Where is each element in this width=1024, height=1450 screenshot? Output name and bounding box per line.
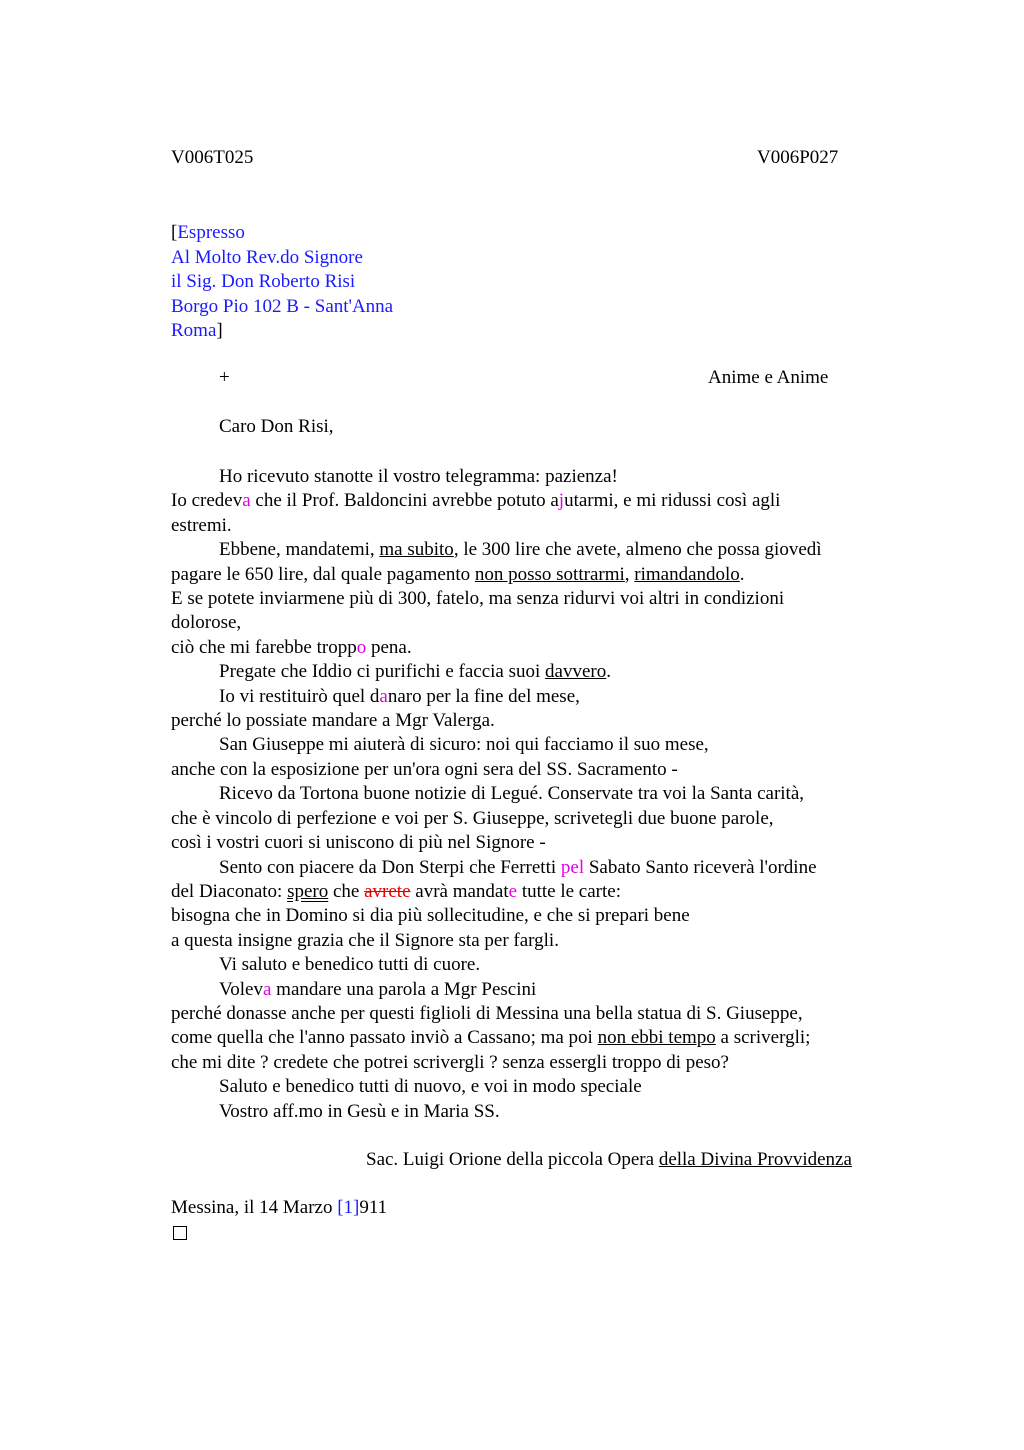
body-line: dolorose, [171,612,242,634]
underlined-text: della Divina Provvidenza [658,1149,852,1170]
salutation: Caro Don Risi, [219,416,334,437]
address-line: Al Molto Rev.do Signore [171,246,363,268]
correction: a [379,685,388,707]
body-line: Ricevo da Tortona buone notizie di Legué. Conservate tra voi la Santa carità, [219,783,805,805]
motto: Anime e Anime [708,367,829,388]
body-line: Voleva mandare una parola a Mgr Pescini [219,978,537,1000]
body-line: del Diaconato: spero che avrete avrà mandate tutte le carte: [171,880,621,902]
double-underlined-text: spero [287,880,329,902]
address-open-bracket: [ [171,222,178,243]
body-line: pagare le 650 lire, dal quale pagamento non posso sottrarmi, rimandandolo. [171,563,745,585]
address-line: il Sig. Don Roberto Risi [171,271,356,292]
body-line: che è vincolo di perfezione e voi per S. Giuseppe, scrivetegli due buone parole, [171,807,774,829]
correction: a [242,490,251,512]
address-line: Roma [171,320,217,341]
body-line: bisogna che in Domino si dia più sollecitudine, e che si prepari bene [171,905,690,927]
correction: e [508,880,518,902]
correction: pel [560,856,585,878]
body-line: ciò che mi farebbe troppo pena. [171,636,412,658]
address-line: Borgo Pio 102 B - Sant'Anna [171,295,394,317]
body-line: Ebbene, mandatemi, ma subito, le 300 lire che avete, almeno che possa giovedì [219,539,822,561]
body-line: Pregate che Iddio ci purifichi e faccia suoi davvero. [219,661,611,683]
cross-symbol: + [219,367,230,388]
underlined-text: davvero [545,661,607,683]
underlined-text: non posso sottrarmi [474,563,625,585]
letter-body [171,465,891,1124]
body-line: Io vi restituirò quel danaro per la fine del mese, [219,685,580,707]
body-line: perché lo possiate mandare a Mgr Valerga. [171,710,495,732]
underlined-text: non ebbi tempo [597,1027,716,1049]
correction: a [262,978,272,1000]
checkbox-square-icon [173,1226,187,1240]
body-line: perché donasse anche per questi figlioli di Messina una bella statua di S. Giuseppe, [171,1002,803,1024]
body-line: San Giuseppe mi aiuterà di sicuro: noi qui facciamo il suo mese, [219,734,709,756]
body-line: Sento con piacere da Don Sterpi che Ferretti pel Sabato Santo riceverà l'ordine [219,856,817,878]
underlined-text: ma subito [379,539,454,561]
closing-line: Vostro aff.mo in Gesù e in Maria SS. [219,1100,500,1122]
address-block [171,221,393,344]
body-line: Ho ricevuto stanotte il vostro telegramma: pazienza! [219,466,618,487]
body-line: estremi. [171,514,232,536]
body-line: così i vostri cuori si uniscono di più nel Signore - [171,832,546,854]
signature: Sac. Luigi Orione della piccola Opera della Divina Provvidenza [366,1149,852,1170]
correction: o [356,636,367,658]
correction: j [558,490,565,512]
body-line: Saluto e benedico tutti di nuovo, e voi in modo speciale [219,1076,642,1098]
editorial-insertion: [1] [337,1197,360,1218]
address-close-bracket: ] [216,320,223,341]
deleted-text: avrete [364,880,411,902]
body-line: che mi dite ? credete che potrei scrivergli ? senza essergli troppo di peso? [171,1051,729,1073]
body-line: E se potete inviarmene più di 300, fatelo, ma senza ridurvi voi altri in condizioni [171,588,785,610]
body-line: anche con la esposizione per un'ora ogni sera del SS. Sacramento - [171,758,678,780]
body-line: a questa insigne grazia che il Signore sta per fargli. [171,929,559,951]
document-code-left: V006T025 [171,147,254,168]
body-line: Io credeva che il Prof. Baldoncini avrebbe potuto ajutarmi, e mi ridussi così agli [171,490,781,512]
address-line: Espresso [177,222,245,243]
date-line: Messina, il 14 Marzo [1]911 [171,1197,388,1218]
body-line: Vi saluto e benedico tutti di cuore. [219,954,481,976]
body-line: come quella che l'anno passato inviò a Cassano; ma poi non ebbi tempo a scrivergli; [171,1027,811,1049]
underlined-text: rimandandolo [634,563,740,585]
document-code-right: V006P027 [757,147,839,168]
